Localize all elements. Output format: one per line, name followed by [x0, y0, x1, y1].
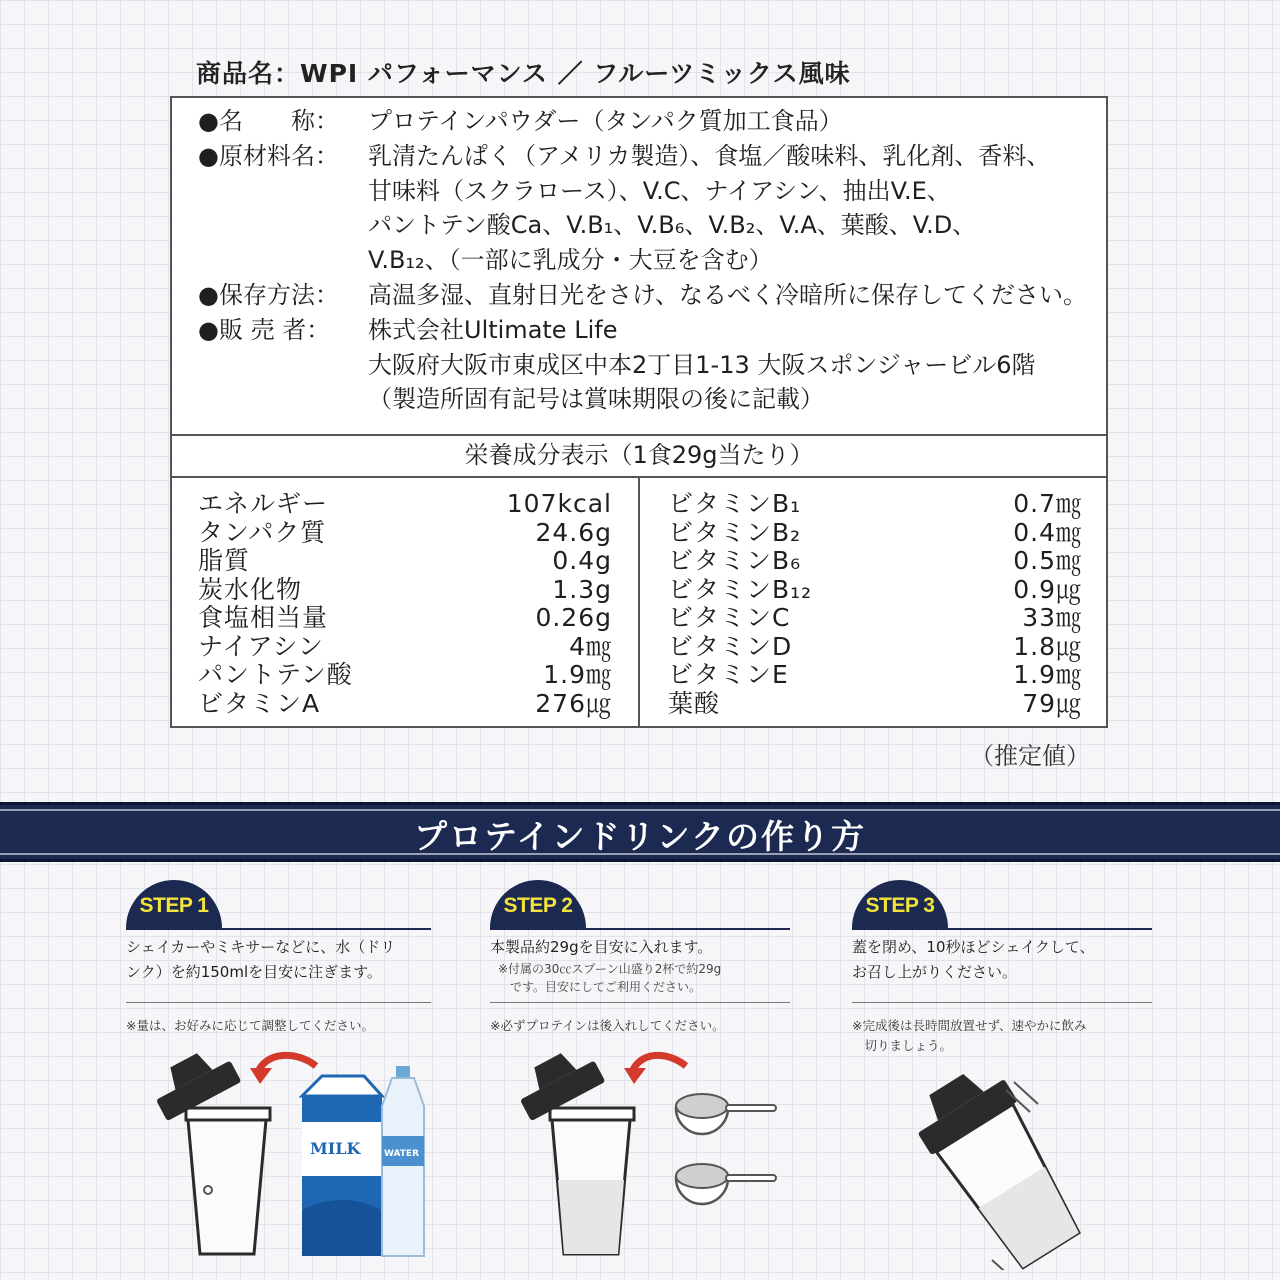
nutrition-row: [668, 547, 1082, 576]
nutrition-row: [198, 576, 612, 605]
nutrition-row: [668, 661, 1082, 690]
nutrient-value: 33㎎: [1022, 603, 1082, 632]
nutrition-row: [668, 690, 1082, 719]
nutrient-name: 脂質: [198, 546, 251, 575]
nutrient-value: 107kcal: [506, 489, 612, 518]
shaking-shaker-icon: [904, 1057, 1094, 1270]
nutrition-row: [198, 519, 612, 548]
step-instruction: 本製品約29gを目安に入れます。: [490, 938, 713, 956]
nutrient-value: 0.7㎎: [1013, 489, 1082, 518]
column-divider: [638, 478, 640, 726]
info-value: V.B₁₂、（一部に乳成分・大豆を含む）: [368, 246, 773, 275]
info-row: [198, 243, 1098, 278]
nutrient-value: 1.8㎍: [1013, 631, 1082, 661]
step-rule: [126, 928, 431, 930]
step-badge-label: STEP 3: [865, 894, 935, 917]
info-key: ●原材料名：: [198, 141, 339, 170]
nutrient-name: タンパク質: [198, 517, 327, 547]
info-key: [198, 348, 368, 383]
info-value: 高温多湿、直射日光をさけ、なるべく冷暗所に保存してください。: [368, 280, 1088, 309]
nutrient-name: ビタミンB₆: [668, 546, 802, 575]
nutrient-name: 葉酸: [668, 688, 721, 718]
nutrition-row: [668, 633, 1082, 662]
step-subnote: ※付属の30㏄スプーン山盛り2杯で約29g です。目安にしてご利用ください。: [498, 962, 722, 994]
nutrient-name: ビタミンB₁: [668, 489, 802, 518]
step-3: [852, 880, 1157, 1270]
step-rule: [490, 928, 790, 930]
nutrient-value: 79㎍: [1022, 688, 1082, 718]
step-note: ※完成後は長時間放置せず、速やかに飲み 切りましょう。: [852, 1018, 1087, 1053]
shaker-cup-icon: [186, 1108, 270, 1254]
step-badge-label: STEP 1: [139, 894, 209, 917]
step-2-illustration: [490, 1050, 790, 1270]
info-row: [198, 208, 1098, 243]
info-value: 大阪府大阪市東成区中本2丁目1-13 大阪スポンジャービル6階: [368, 350, 1036, 379]
info-key: [198, 243, 368, 278]
nutrient-value: 0.5㎎: [1013, 546, 1082, 575]
nutrition-row: [198, 604, 612, 633]
protein-scoop-icon: [676, 1094, 776, 1134]
step-rule-bottom: [852, 1002, 1152, 1003]
nutrient-value: 4㎎: [569, 631, 612, 661]
shaker-cup-icon: [550, 1108, 634, 1254]
info-row: [198, 104, 1098, 139]
step-note: ※必ずプロテインは後入れしてください。: [490, 1018, 725, 1033]
step-rule-bottom: [490, 1002, 790, 1003]
estimate-note: （推定値）: [970, 742, 1090, 770]
info-value: 乳清たんぱく（アメリカ製造）、食塩／酸味料、乳化剤、香料、: [368, 141, 1051, 170]
pour-arrow-head-icon: [250, 1068, 272, 1084]
nutrient-name: ビタミンB₂: [668, 517, 802, 547]
milk-label: MILK: [310, 1139, 361, 1158]
info-key: ●名 称：: [198, 107, 339, 135]
water-bottle-icon: [382, 1066, 424, 1256]
nutrient-value: 276㎍: [535, 688, 612, 718]
info-value: 甘味料（スクラロース）、V.C、ナイアシン、抽出V.E、: [368, 176, 951, 205]
nutrient-name: エネルギー: [198, 489, 329, 518]
product-info: [198, 104, 1098, 417]
nutrition-row: [198, 690, 612, 719]
info-key: [198, 208, 368, 243]
step-instruction: シェイカーやミキサーなどに、水（ドリ ンク）を約150mlを目安に注ぎます。: [126, 938, 396, 981]
step-badge: [852, 880, 948, 930]
nutrition-row: [198, 490, 612, 519]
info-row: [198, 174, 1098, 209]
divider: [172, 434, 1106, 436]
nutrition-row: [198, 547, 612, 576]
nutrition-row: [668, 490, 1082, 519]
step-2: [490, 880, 795, 1270]
nutrient-value: 1.3g: [552, 574, 612, 604]
nutrient-value: 1.9㎎: [1013, 660, 1082, 689]
nutrient-value: 24.6g: [535, 517, 612, 547]
step-1-illustration: [126, 1050, 431, 1270]
info-value: プロテインパウダー（タンパク質加工食品）: [368, 107, 843, 135]
nutrient-name: 食塩相当量: [198, 603, 329, 632]
info-key: ●保存方法：: [198, 280, 339, 309]
protein-scoop-icon: [676, 1164, 776, 1204]
info-value: （製造所固有記号は賞味期限の後に記載）: [368, 385, 824, 414]
nutrition-column-left: [198, 490, 612, 718]
pour-arrow-head-icon: [624, 1068, 646, 1084]
step-instruction: 蓋を閉め、10秒ほどシェイクして、 お召し上がりください。: [852, 938, 1095, 981]
nutrition-row: [668, 604, 1082, 633]
info-key: [198, 382, 368, 417]
nutrient-name: 炭水化物: [198, 574, 303, 604]
nutrient-name: パントテン酸: [198, 660, 353, 689]
info-row: [198, 313, 1098, 348]
info-value: パントテン酸Ca、V.B₁、V.B₆、V.B₂、V.A、葉酸、V.D、: [368, 211, 977, 240]
nutrient-name: ビタミンE: [668, 660, 789, 689]
nutrition-row: [668, 576, 1082, 605]
step-note: ※量は、お好みに応じて調整してください。: [126, 1018, 374, 1033]
info-key: ●販 売 者：: [198, 315, 331, 344]
nutrition-row: [198, 633, 612, 662]
step-1: [126, 880, 431, 1270]
info-row: [198, 382, 1098, 417]
nutrition-row: [668, 519, 1082, 548]
nutrient-name: ビタミンC: [668, 603, 791, 632]
nutrition-row: [198, 661, 612, 690]
nutrient-value: 0.26g: [535, 603, 612, 632]
nutrient-value: 0.4㎎: [1013, 517, 1082, 547]
nutrient-name: ビタミンD: [668, 631, 793, 661]
nutrient-name: ビタミンB₁₂: [668, 574, 813, 604]
step-rule-bottom: [126, 1002, 431, 1003]
nutrition-title: 栄養成分表示（1食29g当たり）: [464, 441, 814, 469]
info-key: [198, 174, 368, 209]
step-rule: [852, 928, 1152, 930]
step-badge: [126, 880, 222, 930]
water-label: WATER: [384, 1149, 420, 1159]
info-value: 株式会社Ultimate Life: [368, 315, 618, 344]
nutrient-name: ナイアシン: [198, 631, 324, 661]
nutrient-value: 0.4g: [552, 546, 612, 575]
banner-title: プロテインドリンクの作り方: [413, 817, 867, 856]
nutrient-value: 0.9㎍: [1013, 574, 1082, 604]
product-name: 商品名：WPI パフォーマンス ／ フルーツミックス風味: [196, 59, 851, 88]
info-row: [198, 278, 1098, 313]
step-3-illustration: [852, 1050, 1152, 1270]
milk-carton-icon: [302, 1076, 382, 1256]
how-to-banner: [0, 802, 1280, 862]
nutrient-value: 1.9㎎: [543, 660, 612, 689]
info-row: [198, 139, 1098, 174]
nutrition-column-right: [668, 490, 1082, 718]
step-badge: [490, 880, 586, 930]
step-badge-label: STEP 2: [503, 894, 573, 917]
nutrient-name: ビタミンA: [198, 688, 321, 718]
info-row: [198, 348, 1098, 383]
food-label-box: [170, 96, 1108, 728]
